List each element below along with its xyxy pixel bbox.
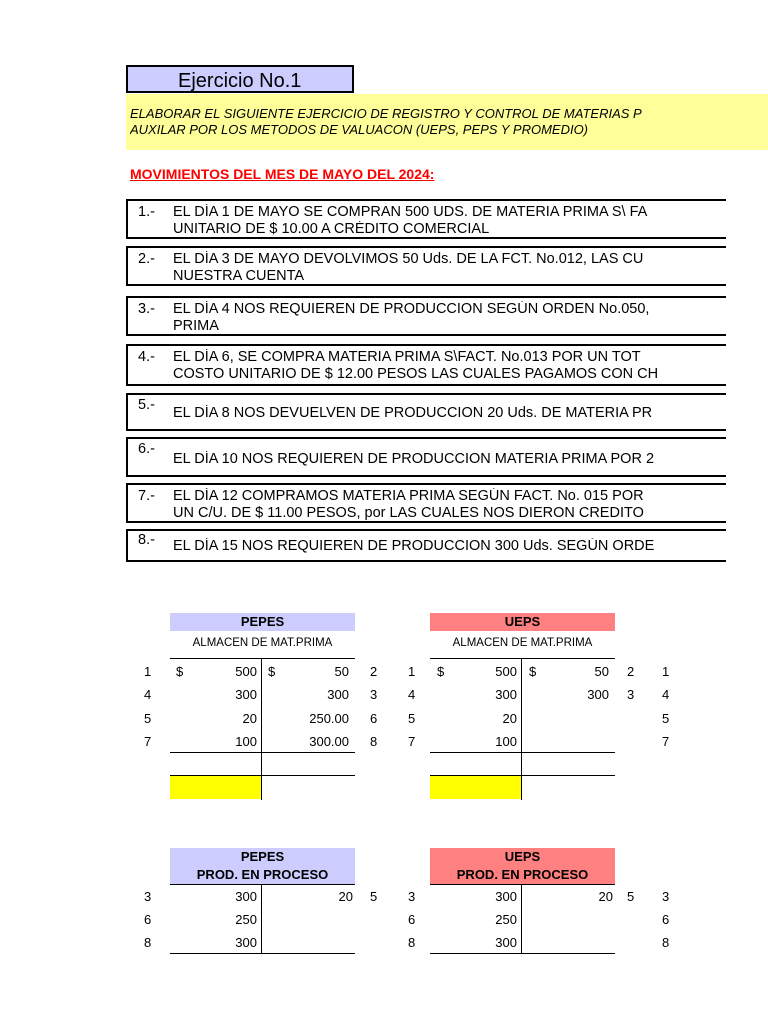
credit-amount: 300 <box>587 687 609 702</box>
proceso-ueps-subtitle: PROD. EN PROCESO <box>456 867 589 882</box>
ref-left: 5 <box>408 711 416 726</box>
ref-right: 5 <box>370 889 378 904</box>
almacen-pepes-header: PEPES <box>170 613 355 631</box>
debit-amount: 100 <box>235 734 257 749</box>
movement-8 <box>126 529 726 562</box>
ref-left: 3 <box>408 889 416 904</box>
movement-number: 4.- <box>138 349 155 365</box>
movement-3 <box>126 296 726 336</box>
movement-line: COSTO UNITARIO DE $ 12.00 PESOS LAS CUALES PAGAMOS CON CH <box>173 366 659 382</box>
movement-line: EL DÍA 3 DE MAYO DEVOLVIMOS 50 Uds. DE LA FCT. No.012, LAS CU <box>173 251 644 267</box>
movement-line: EL DÍA 1 DE MAYO SE COMPRAN 500 UDS. DE MATERIA PRIMA S\ FA <box>173 204 648 220</box>
ref-left: 4 <box>408 687 416 702</box>
ref-left: 8 <box>144 935 152 950</box>
movement-line: UN C/U. DE $ 11.00 PESOS, por LAS CUALES NOS DIERON CREDITO <box>173 505 644 521</box>
movement-line: PRIMA <box>173 318 219 334</box>
instructions-band <box>126 94 768 150</box>
proceso-pepes-total-line <box>170 953 355 954</box>
almacen-pepes-balance-cell <box>170 776 261 799</box>
movement-number: 7.- <box>138 488 155 504</box>
almacen-ueps-balance-cell <box>430 776 521 799</box>
currency-sign: $ <box>176 664 184 679</box>
debit-amount: 300 <box>235 889 257 904</box>
credit-amount: 300 <box>327 687 349 702</box>
proceso-ueps-top-line <box>430 884 615 885</box>
ref-left: 6 <box>408 912 416 927</box>
ref-left: 3 <box>662 889 670 904</box>
almacen-pepes-total-line <box>170 752 355 753</box>
movement-number: 1.- <box>138 204 155 220</box>
movement-line: EL DÍA 8 NOS DEVUELVEN DE PRODUCCION 20 Uds. DE MATERIA PR <box>173 405 653 421</box>
ref-left: 1 <box>144 664 152 679</box>
movement-number: 3.- <box>138 301 155 317</box>
ref-left: 5 <box>144 711 152 726</box>
proceso-pepes-top-line <box>170 884 355 885</box>
instruction-line-2: AUXILAR POR LOS METODOS DE VALUACON (UEPS, PEPS Y PROMEDIO) <box>130 122 589 137</box>
debit-amount: 250 <box>235 912 257 927</box>
ref-left: 3 <box>144 889 152 904</box>
credit-amount: 50 <box>334 664 349 679</box>
movement-line: UNITARIO DE $ 10.00 A CRÉDITO COMERCIAL <box>173 221 490 237</box>
movement-7 <box>126 483 726 523</box>
ref-right: 8 <box>370 734 378 749</box>
almacen-pepes-top-line <box>170 658 355 659</box>
almacen-pepes-divider <box>261 658 262 800</box>
movement-number: 5.- <box>138 397 155 413</box>
almacen-ueps-total-line <box>430 752 615 753</box>
proceso-pepes-header <box>170 848 355 884</box>
debit-amount: 300 <box>235 687 257 702</box>
instruction-line-1: ELABORAR EL SIGUIENTE EJERCICIO DE REGISTRO Y CONTROL DE MATERIAS P <box>130 106 642 121</box>
movement-line: EL DÍA 4 NOS REQUIEREN DE PRODUCCION SEGÚN ORDEN No.050, <box>173 301 650 317</box>
debit-amount: 500 <box>235 664 257 679</box>
debit-amount: 300 <box>495 889 517 904</box>
ref-left: 8 <box>662 935 670 950</box>
movement-line: EL DÍA 6, SE COMPRA MATERIA PRIMA S\FACT. No.013 POR UN TOT <box>173 349 641 365</box>
movement-line: EL DÍA 10 NOS REQUIEREN DE PRODUCCION MATERIA PRIMA POR 2 <box>173 451 655 467</box>
ref-right: 3 <box>627 687 635 702</box>
proceso-ueps-header <box>430 848 615 884</box>
movement-5 <box>126 393 726 431</box>
almacen-ueps-header: UEPS <box>430 613 615 631</box>
ref-left: 7 <box>408 734 416 749</box>
proceso-ueps-title: UEPS <box>504 849 541 864</box>
credit-amount: 250.00 <box>309 711 349 726</box>
proceso-ueps-total-line <box>430 953 615 954</box>
almacen-ueps-divider <box>521 658 522 800</box>
ref-left: 4 <box>662 687 670 702</box>
proceso-pepes-subtitle: PROD. EN PROCESO <box>196 867 329 882</box>
ref-left: 1 <box>662 664 670 679</box>
ref-left: 6 <box>662 912 670 927</box>
debit-amount: 20 <box>502 711 517 726</box>
movement-4 <box>126 344 726 386</box>
ref-right: 5 <box>627 889 635 904</box>
proceso-pepes-divider <box>261 884 262 954</box>
ref-left: 6 <box>144 912 152 927</box>
ref-left: 7 <box>144 734 152 749</box>
ref-right: 2 <box>370 664 378 679</box>
ref-left: 4 <box>144 687 152 702</box>
ref-right: 3 <box>370 687 378 702</box>
debit-amount: 300 <box>235 935 257 950</box>
exercise-title: Ejercicio No.1 <box>126 65 354 93</box>
credit-amount: 20 <box>598 889 613 904</box>
currency-sign: $ <box>529 664 537 679</box>
movement-2 <box>126 246 726 286</box>
movement-line: NUESTRA CUENTA <box>173 268 305 284</box>
ref-right: 6 <box>370 711 378 726</box>
movement-1 <box>126 199 726 239</box>
almacen-pepes-subtitle: ALMACEN DE MAT.PRIMA <box>192 637 333 649</box>
debit-amount: 100 <box>495 734 517 749</box>
currency-sign: $ <box>437 664 445 679</box>
movement-line: EL DÍA 12 COMPRAMOS MATERIA PRIMA SEGÚN FACT. No. 015 POR <box>173 488 644 504</box>
movement-number: 6.- <box>138 441 155 457</box>
movement-number: 8.- <box>138 532 155 548</box>
debit-amount: 250 <box>495 912 517 927</box>
debit-amount: 300 <box>495 935 517 950</box>
currency-sign: $ <box>268 664 276 679</box>
movements-title: MOVIMIENTOS DEL MES DE MAYO DEL 2024: <box>130 166 435 182</box>
credit-amount: 50 <box>594 664 609 679</box>
debit-amount: 300 <box>495 687 517 702</box>
ref-left: 8 <box>408 935 416 950</box>
movement-line: EL DÍA 15 NOS REQUIEREN DE PRODUCCION 300 Uds. SEGÚN ORDE <box>173 538 655 554</box>
ref-left: 1 <box>408 664 416 679</box>
credit-amount: 300.00 <box>309 734 349 749</box>
proceso-ueps-divider <box>521 884 522 954</box>
ref-left: 5 <box>662 711 670 726</box>
debit-amount: 20 <box>242 711 257 726</box>
proceso-pepes-title: PEPES <box>240 849 285 864</box>
debit-amount: 500 <box>495 664 517 679</box>
almacen-ueps-top-line <box>430 658 615 659</box>
credit-amount: 20 <box>338 889 353 904</box>
almacen-ueps-subtitle: ALMACEN DE MAT.PRIMA <box>452 637 593 649</box>
movement-6 <box>126 437 726 477</box>
ref-right: 2 <box>627 664 635 679</box>
movement-number: 2.- <box>138 251 155 267</box>
ref-left: 7 <box>662 734 670 749</box>
